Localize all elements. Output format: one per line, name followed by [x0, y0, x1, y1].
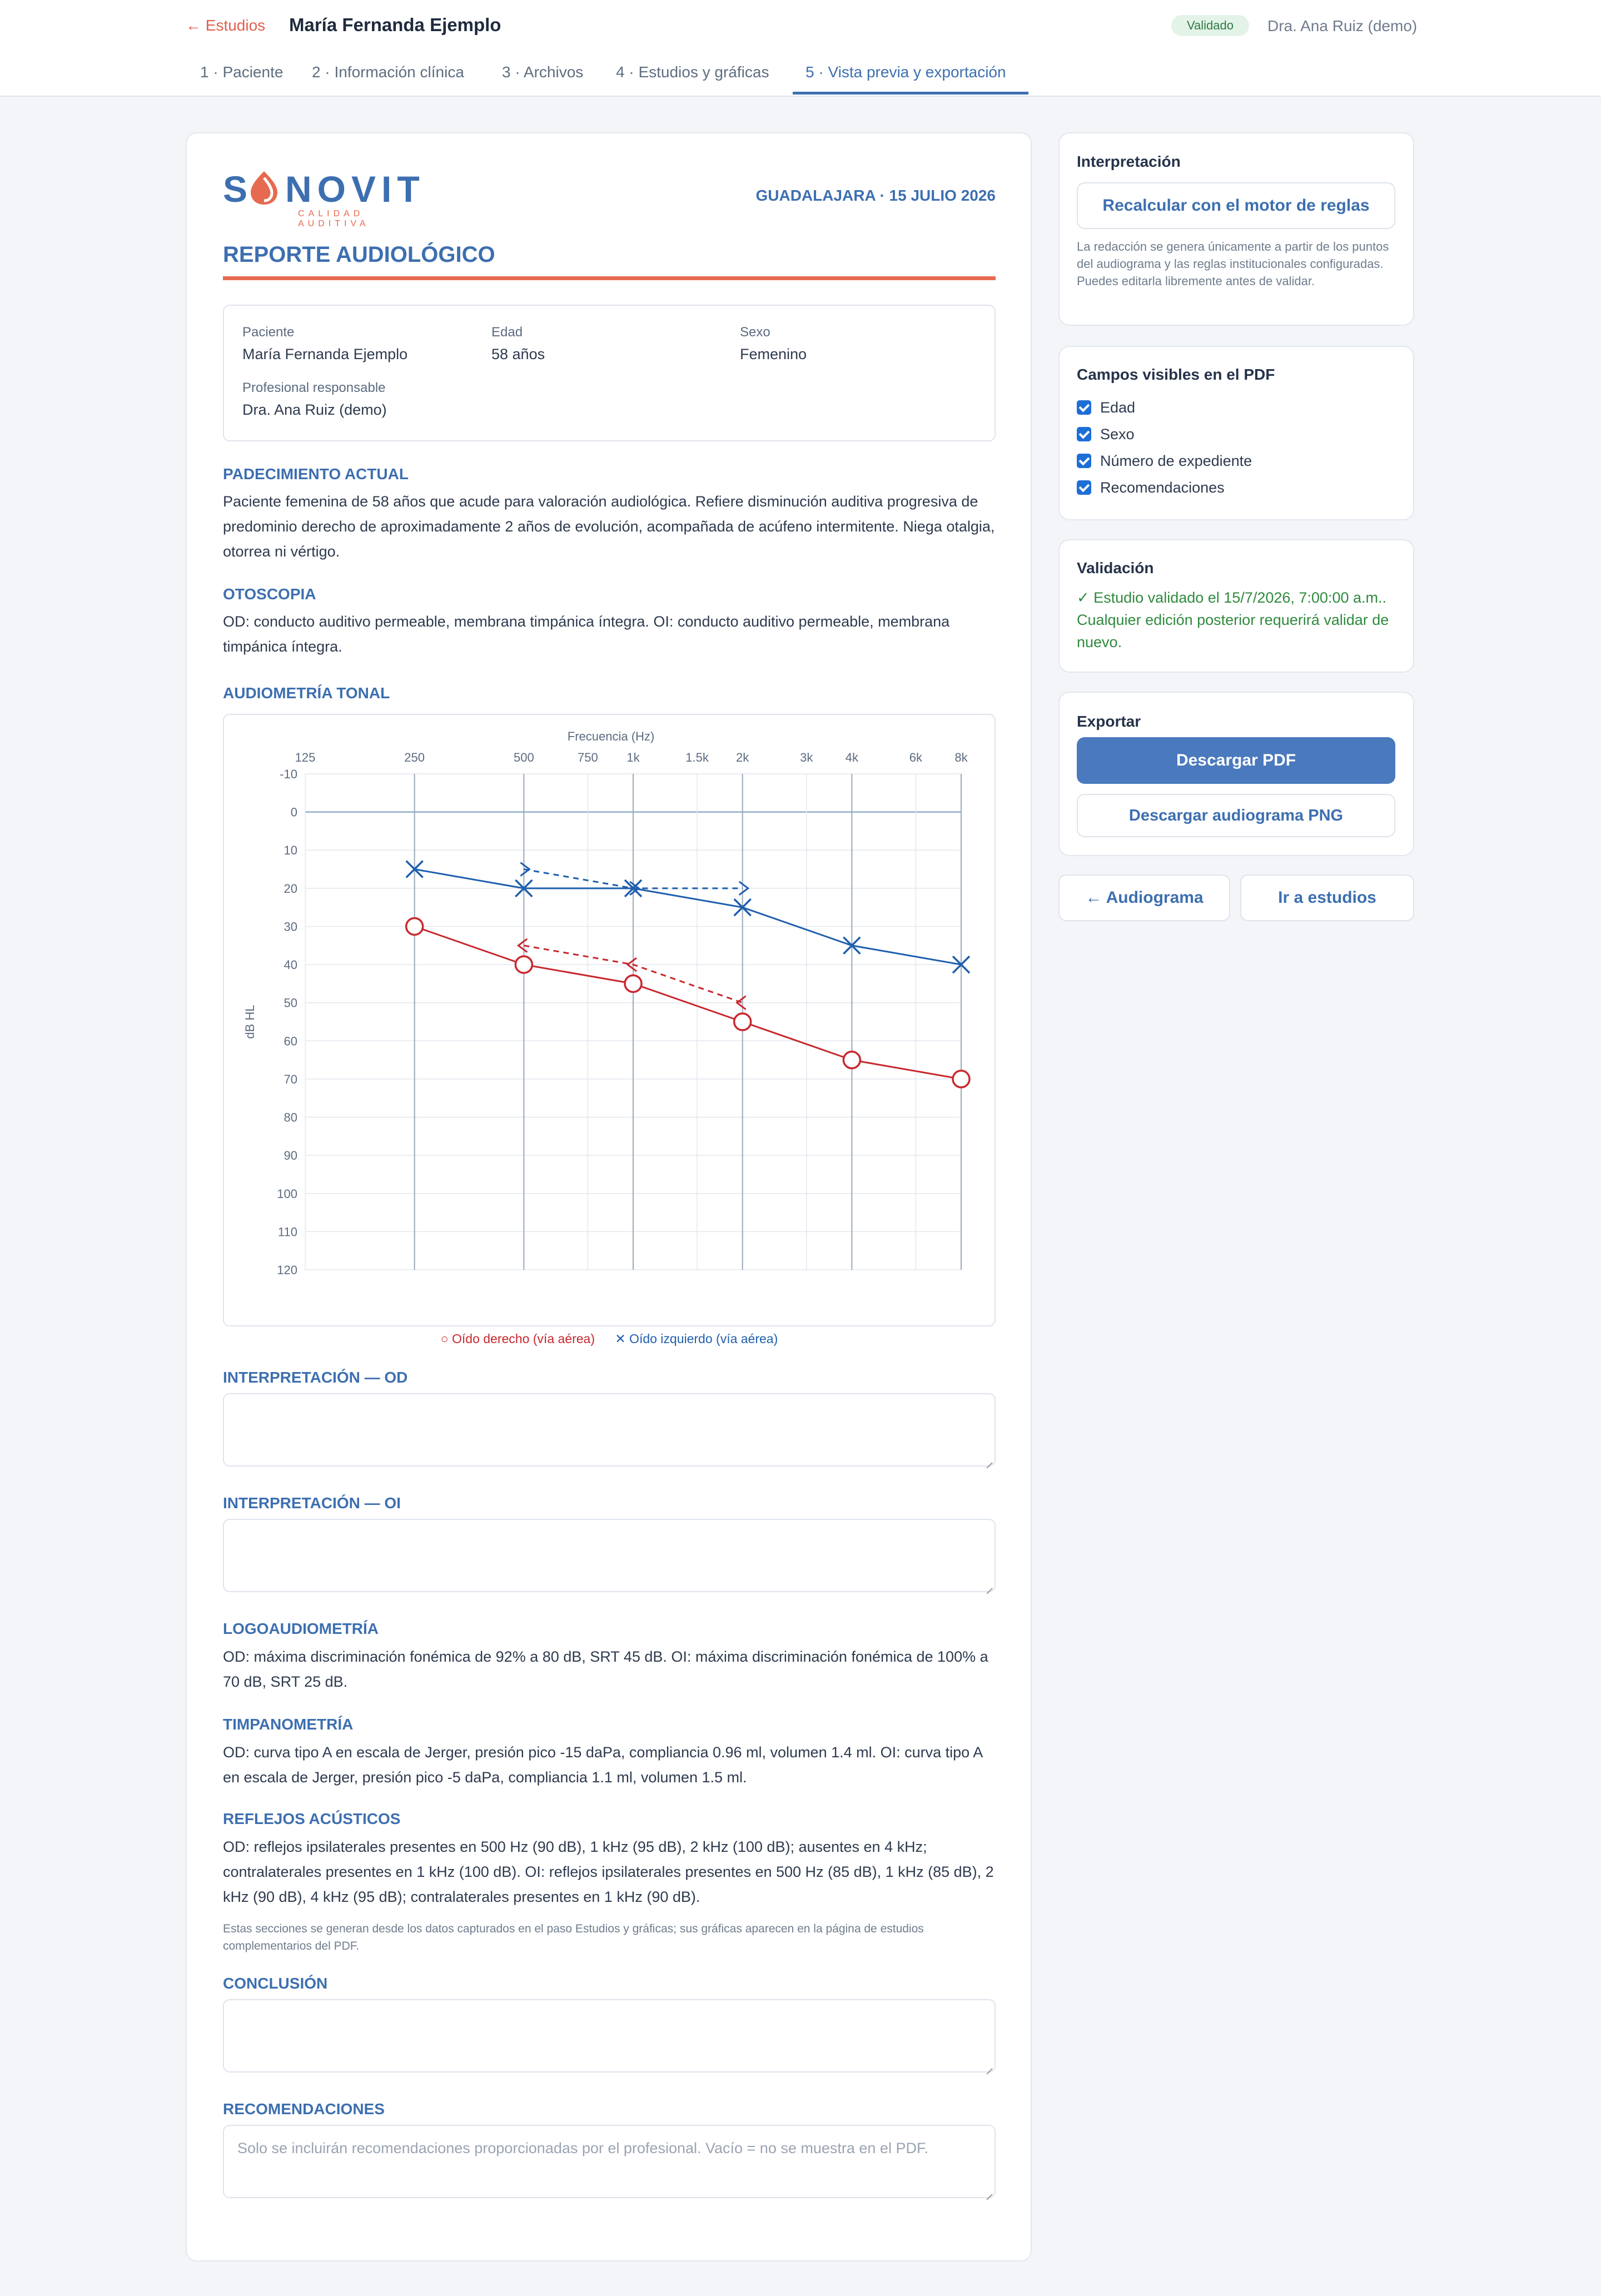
back-to-studies-link[interactable]: ← Estudios — [186, 17, 266, 34]
reflejos-text: OD: reflejos ipsilaterales presentes en 500 Hz (90 dB), 1 kHz (95 dB), 2 kHz (100 dB); ausentes en 4 kHz; contralaterales presentes en 1 kHz (100 dB). OI: reflejos ipsilaterales presentes en 500 Hz (85 dB), 1 kHz (85 dB), 2 kHz (90 dB), 4 kHz (95 dB); contralaterales presentes en 1 kHz (90 dB). — [223, 1838, 994, 1905]
sex-label: Sexo — [740, 325, 770, 340]
timpanometria-text: OD: curva tipo A en escala de Jerger, presión pico -15 daPa, compliancia 0.96 ml, volumen 1.4 ml. OI: curva tipo A en escala de Jerger, presión pico -5 daPa, compliancia 1.1 ml, volumen 1.5 ml. — [223, 1744, 982, 1786]
x-axis-title: Frecuencia (Hz) — [567, 729, 655, 743]
x-tick-label: 750 — [578, 751, 598, 764]
patient-age: 58 años — [491, 346, 545, 362]
padecimiento-text: Paciente femenina de 58 años que acude para valoración audiológica. Refiere disminución auditiva progresiva de predominio derecho de aproximadamente 2 años de evolución, acompañada de acúfeno intermitente. Niega otalgia, otorrea ni vértigo. — [223, 493, 995, 560]
data-point-circle — [734, 1013, 751, 1030]
tab-informacion-clinica[interactable]: 2 · Información clínica — [312, 63, 464, 81]
section-title-interp-od: INTERPRETACIÓN — OD — [223, 1369, 408, 1386]
x-tick-label: 125 — [295, 751, 316, 764]
y-tick-label: 50 — [284, 996, 297, 1010]
y-tick-label: 90 — [284, 1149, 297, 1163]
tab-paciente[interactable]: 1 · Paciente — [200, 63, 284, 81]
tab-archivos[interactable]: 3 · Archivos — [502, 63, 584, 81]
section-title-otoscopia: OTOSCOPIA — [223, 585, 316, 603]
patient-name: María Fernanda Ejemplo — [242, 346, 408, 362]
section-title-reflejos: REFLEJOS ACÚSTICOS — [223, 1810, 401, 1827]
checkbox-label-edad: Edad — [1100, 399, 1136, 416]
legend-right-ear: ○ Oído derecho (vía aérea) — [440, 1331, 595, 1346]
checkbox-sexo[interactable] — [1077, 427, 1091, 441]
x-tick-label: 250 — [404, 751, 425, 764]
download-png-button[interactable]: Descargar audiograma PNG — [1077, 794, 1395, 837]
data-point-circle — [843, 1052, 860, 1069]
recomendaciones-placeholder: Solo se incluirán recomendaciones proporcionadas por el profesional. Vacío = no se muestra en el PDF. — [237, 2140, 928, 2156]
brand-logo-tagline: CALIDAD AUDITIVA — [298, 209, 370, 228]
x-tick-label: 8k — [954, 751, 968, 764]
data-point-circle — [953, 1071, 969, 1087]
section-title-interp-oi: INTERPRETACIÓN — OI — [223, 1494, 401, 1512]
checkbox-edad[interactable] — [1077, 400, 1091, 415]
patient-info-box — [223, 305, 996, 441]
resize-handle-icon[interactable] — [985, 1455, 992, 1463]
professional-name: Dra. Ana Ruiz (demo) — [242, 401, 387, 418]
checkbox-label-expediente: Número de expediente — [1100, 453, 1252, 469]
brand-logo-name: NOVIT — [285, 168, 425, 210]
brand-logo-s: S — [223, 168, 251, 210]
pdf-fields-title: Campos visibles en el PDF — [1077, 366, 1275, 383]
brand-logo — [223, 168, 440, 228]
conclusion-textarea[interactable] — [223, 1999, 996, 2073]
current-user: Dra. Ana Ruiz (demo) — [1267, 17, 1418, 34]
y-tick-label: 10 — [284, 843, 297, 858]
resize-handle-icon[interactable] — [985, 1581, 992, 1589]
section-title-conclusion: CONCLUSIÓN — [223, 1975, 328, 1992]
top-bar — [0, 0, 1601, 97]
title-divider — [223, 276, 996, 280]
interpretation-od-textarea[interactable] — [223, 1393, 996, 1467]
location-date: GUADALAJARA · 15 JULIO 2026 — [755, 187, 996, 204]
patient-title: María Fernanda Ejemplo — [289, 14, 501, 35]
x-tick-label: 6k — [909, 751, 923, 764]
x-tick-label: 1.5k — [685, 751, 709, 764]
interpretation-note: La redacción se genera únicamente a partir de los puntos del audiograma y las reglas institucionales configuradas. Puedes editarla libremente antes de validar. — [1077, 240, 1389, 288]
active-tab-indicator — [793, 92, 1028, 95]
series-line — [415, 869, 961, 965]
y-tick-label: -10 — [280, 767, 297, 781]
section-title-recomendaciones: RECOMENDACIONES — [223, 2100, 385, 2118]
report-title: REPORTE AUDIOLÓGICO — [223, 242, 495, 267]
y-axis-title: dB HL — [243, 1005, 257, 1039]
x-tick-label: 1k — [627, 751, 640, 764]
resize-handle-icon[interactable] — [985, 2061, 992, 2069]
checkbox-label-sexo: Sexo — [1100, 426, 1135, 443]
section-title-audiometria: AUDIOMETRÍA TONAL — [223, 684, 390, 702]
logoaudiometria-text: OD: máxima discriminación fonémica de 92% a 80 dB, SRT 45 dB. OI: máxima discriminación fonémica de 100% a 70 dB, SRT 25 dB. — [223, 1648, 988, 1690]
resize-handle-icon[interactable] — [985, 2187, 992, 2195]
ear-drop-icon — [248, 170, 280, 206]
otoscopia-text: OD: conducto auditivo permeable, membrana timpánica íntegra. OI: conducto auditivo permeable, membrana timpánica íntegra. — [223, 613, 950, 655]
interpretation-oi-textarea[interactable] — [223, 1519, 996, 1592]
sections-note: Estas secciones se generan desde los datos capturados en el paso Estudios y gráficas; sus gráficas aparecen en la página de estudios complementarios del PDF. — [223, 1922, 924, 1952]
patient-label: Paciente — [242, 325, 295, 340]
validation-title: Validación — [1077, 559, 1154, 577]
patient-sex: Femenino — [740, 346, 807, 362]
recalculate-button[interactable]: Recalcular con el motor de reglas — [1077, 182, 1395, 229]
download-pdf-button[interactable]: Descargar PDF — [1077, 737, 1395, 784]
checkbox-recomendaciones[interactable] — [1077, 480, 1091, 495]
x-tick-label: 3k — [800, 751, 813, 764]
section-title-padecimiento: PADECIMIENTO ACTUAL — [223, 465, 409, 483]
y-tick-label: 120 — [277, 1263, 297, 1277]
y-tick-label: 40 — [284, 958, 297, 972]
data-point-circle — [515, 956, 532, 973]
age-label: Edad — [491, 325, 523, 340]
y-tick-label: 100 — [277, 1186, 297, 1201]
data-point-circle — [406, 918, 423, 935]
validation-status-text: ✓ Estudio validado el 15/7/2026, 7:00:00 a.m.. Cualquier edición posterior requerirá validar de nuevo. — [1077, 589, 1389, 650]
y-tick-label: 20 — [284, 881, 297, 896]
export-title: Exportar — [1077, 713, 1141, 730]
checkbox-label-recomendaciones: Recomendaciones — [1100, 479, 1225, 496]
interpretation-panel-title: Interpretación — [1077, 153, 1181, 170]
y-tick-label: 0 — [290, 805, 297, 819]
audiogram-chart — [223, 714, 996, 1326]
legend-left-ear: ✕ Oído izquierdo (vía aérea) — [615, 1331, 778, 1346]
x-tick-label: 2k — [736, 751, 749, 764]
go-to-studies-button[interactable]: Ir a estudios — [1240, 874, 1414, 921]
y-tick-label: 80 — [284, 1110, 297, 1125]
x-tick-label: 4k — [845, 751, 858, 764]
checkbox-expediente[interactable] — [1077, 454, 1091, 468]
tab-vista-previa[interactable]: 5 · Vista previa y exportación — [806, 63, 1006, 81]
y-tick-label: 30 — [284, 920, 297, 934]
y-tick-label: 110 — [277, 1225, 297, 1239]
x-tick-label: 500 — [513, 751, 534, 764]
tab-estudios-graficas[interactable]: 4 · Estudios y gráficas — [616, 63, 769, 81]
section-title-logoaudiometria: LOGOAUDIOMETRÍA — [223, 1620, 379, 1637]
data-point-circle — [625, 975, 642, 992]
back-to-audiogram-button[interactable]: ← Audiograma — [1058, 874, 1230, 921]
y-tick-label: 70 — [284, 1072, 297, 1086]
recomendaciones-textarea[interactable] — [223, 2125, 996, 2198]
section-title-timpanometria: TIMPANOMETRÍA — [223, 1716, 354, 1733]
audiogram-legend — [223, 1331, 996, 1346]
status-badge: Validado — [1171, 15, 1249, 36]
professional-label: Profesional responsable — [242, 380, 386, 395]
y-tick-label: 60 — [284, 1034, 297, 1048]
